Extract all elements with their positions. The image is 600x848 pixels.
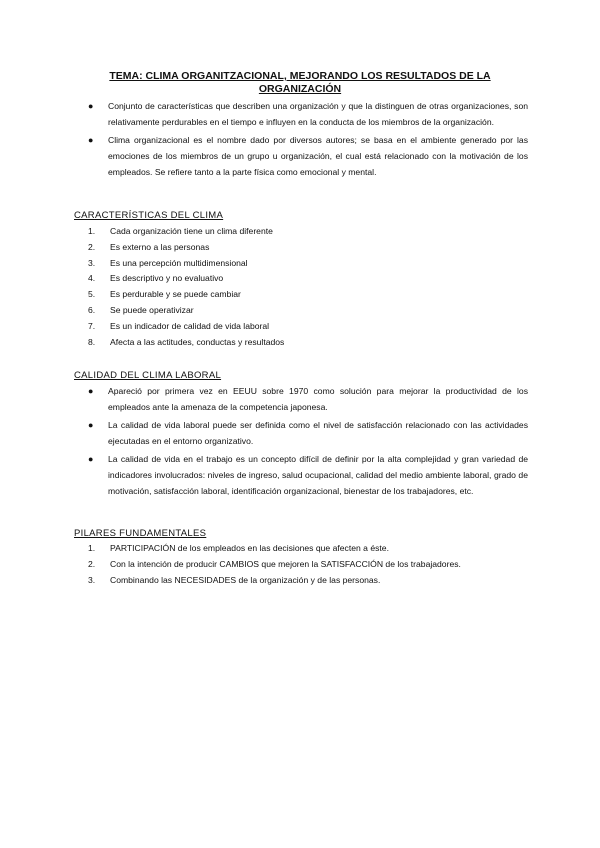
caracteristicas-list	[88, 224, 528, 350]
bullet-text: Conjunto de características que describen una organización y que la distinguen de otras organizaciones, son relativamente perdurables en el tiempo e influyen en la conducta de los miembros de la organización.	[108, 101, 528, 127]
item-text: Se puede operativizar	[110, 304, 194, 315]
item-number: 6.	[88, 304, 96, 315]
list-item	[88, 271, 528, 287]
section-heading-pilares: PILARES FUNDAMENTALES	[74, 528, 207, 539]
list-item	[88, 417, 528, 449]
item-number: 7.	[88, 320, 96, 331]
item-number: 3.	[88, 574, 96, 585]
intro-bullet-list	[88, 98, 528, 182]
list-item	[88, 319, 528, 335]
item-text: Es externo a las personas	[110, 241, 210, 252]
item-number: 2.	[88, 241, 96, 252]
bullet-icon: ●	[88, 386, 94, 396]
list-item	[88, 335, 528, 351]
list-item	[88, 573, 528, 589]
bullet-icon: ●	[88, 101, 94, 111]
list-item	[88, 256, 528, 272]
item-text: Es perdurable y se puede cambiar	[110, 289, 241, 300]
item-number: 3.	[88, 257, 96, 268]
item-text: Es descriptivo y no evaluativo	[110, 273, 224, 284]
item-text: Con la intención de producir CAMBIOS que mejoren la SATISFACCIÓN de los trabajadores.	[110, 558, 461, 569]
list-item	[88, 240, 528, 256]
bullet-icon: ●	[88, 135, 94, 145]
item-number: 4.	[88, 273, 96, 284]
item-text: Es una percepción multidimensional	[110, 257, 248, 268]
bullet-text: La calidad de vida laboral puede ser definida como el nivel de satisfacción relacionado con las actividades ejecutadas en el entorno organizativo.	[108, 420, 528, 446]
bullet-icon: ●	[88, 454, 94, 464]
item-text: Combinando las NECESIDADES de la organización y de las personas.	[110, 574, 381, 585]
list-item	[88, 287, 528, 303]
item-number: 1.	[88, 543, 96, 553]
bullet-text: Apareció por primera vez en EEUU sobre 1970 como solución para mejorar la productividad de los empleados ante la amenaza de la competencia japonesa.	[108, 386, 528, 412]
item-number: 8.	[88, 336, 96, 347]
list-item	[88, 451, 528, 499]
item-number: 5.	[88, 289, 96, 300]
calidad-bullet-list	[88, 383, 528, 501]
list-item	[88, 303, 528, 319]
item-text: Cada organización tiene un clima diferente	[110, 226, 273, 236]
section-heading-calidad: CALIDAD DEL CLIMA LABORAL	[74, 370, 222, 381]
page-title: TEMA: CLIMA ORGANITZACIONAL, MEJORANDO LOS RESULTADOS DE LA ORGANIZACIÓN	[109, 70, 491, 95]
bullet-text: Clima organizacional es el nombre dado por diversos autores; se basa en el ambiente generado por las emociones de los miembros de un grupo u organización, el cual está relacionado con la motivación de los empleados. Se refiere tanto a la parte física como emocional y mental.	[108, 135, 528, 177]
list-item	[88, 557, 528, 573]
item-text: Es un indicador de calidad de vida laboral	[110, 320, 270, 331]
pilares-list	[88, 541, 528, 588]
list-item	[88, 224, 528, 240]
section-heading-caracteristicas: CARACTERÍSTICAS DEL CLIMA	[74, 210, 224, 221]
item-number: 2.	[88, 558, 96, 569]
bullet-icon: ●	[88, 420, 94, 430]
list-item	[88, 541, 528, 557]
list-item	[88, 383, 528, 415]
item-number: 1.	[88, 226, 96, 236]
item-text: Afecta a las actitudes, conductas y resultados	[110, 336, 285, 347]
list-item	[88, 132, 528, 180]
item-text: PARTICIPACIÓN de los empleados en las decisiones que afecten a éste.	[110, 543, 389, 553]
bullet-text: La calidad de vida en el trabajo es un concepto difícil de definir por la alta complejidad y gran variedad de indicadores involucrados: niveles de ingreso, salud ocupacional, calidad del medio ambiente laboral, grado de motivación, satisfacción laboral, identificación organizacional, bienestar de los trabajadores, etc.	[108, 454, 528, 496]
list-item	[88, 98, 528, 130]
